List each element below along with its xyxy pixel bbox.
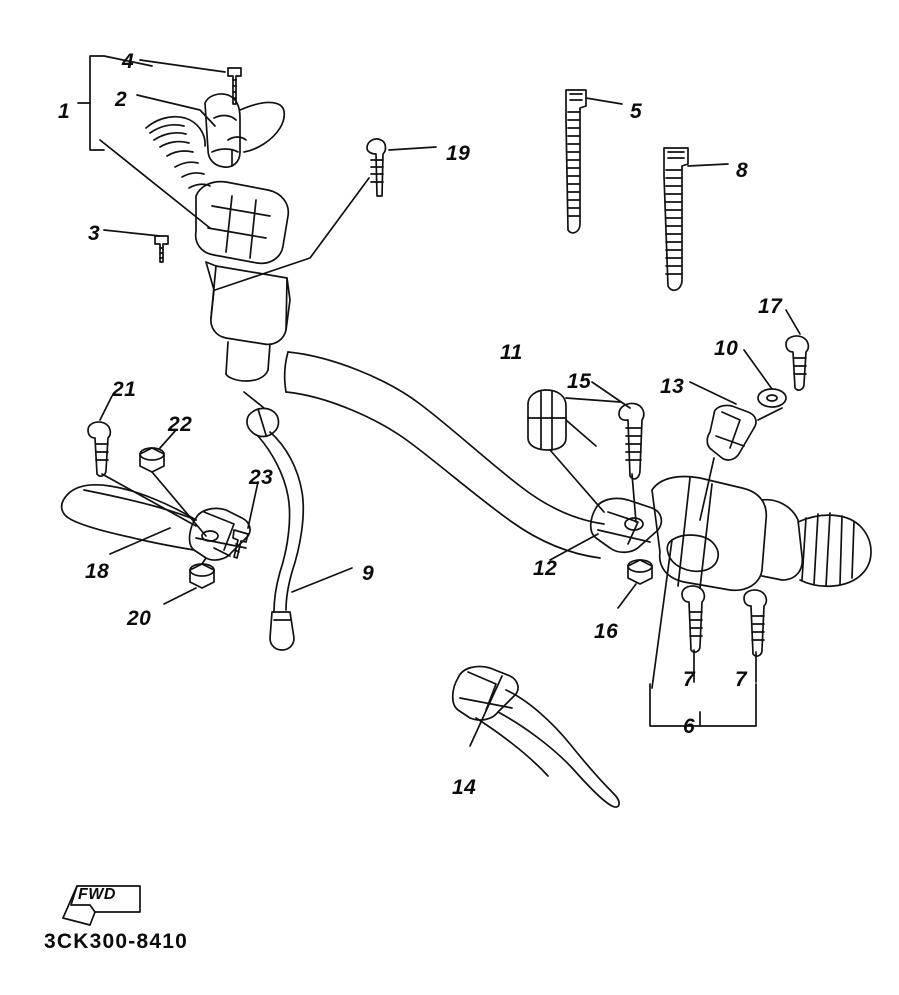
part-3-screw bbox=[155, 236, 168, 262]
callout-8: 8 bbox=[736, 159, 749, 182]
part-20-nut bbox=[164, 558, 214, 604]
callout-12: 12 bbox=[533, 557, 558, 580]
part-number-code: 3CK300-8410 bbox=[44, 930, 188, 953]
callout-20: 20 bbox=[127, 607, 152, 630]
part-15-bolt bbox=[592, 382, 644, 522]
part-11-clamp bbox=[528, 390, 620, 512]
handlebar-tube bbox=[285, 352, 604, 558]
callout-16: 16 bbox=[594, 620, 619, 643]
part-18-clutch-lever bbox=[62, 485, 250, 560]
part-12-lever-perch bbox=[550, 498, 661, 560]
callout-3: 3 bbox=[88, 222, 101, 245]
part-5-screw bbox=[566, 90, 622, 233]
callout-14: 14 bbox=[452, 776, 477, 799]
callout-19: 19 bbox=[446, 142, 471, 165]
bracket-group-1 bbox=[78, 56, 104, 150]
part-8-screw bbox=[664, 148, 728, 290]
part-19-screw bbox=[215, 139, 436, 290]
right-switch-housing bbox=[652, 477, 802, 591]
callout-15: 15 bbox=[567, 370, 592, 393]
callout-7-right: 7 bbox=[735, 668, 748, 691]
callout-11: 11 bbox=[500, 341, 523, 364]
part-10-washer bbox=[744, 350, 786, 407]
callout-9: 9 bbox=[362, 562, 375, 585]
callout-2: 2 bbox=[115, 88, 128, 111]
left-grip bbox=[146, 117, 210, 188]
callout-17: 17 bbox=[758, 295, 783, 318]
callout-5: 5 bbox=[630, 100, 643, 123]
callout-13: 13 bbox=[660, 375, 685, 398]
right-grip bbox=[798, 513, 871, 586]
callout-21: 21 bbox=[112, 378, 137, 401]
part-23-screw bbox=[214, 482, 258, 558]
fwd-label-text: FWD bbox=[78, 886, 116, 903]
callout-18: 18 bbox=[85, 560, 110, 583]
part-2-lever-assembly bbox=[205, 94, 284, 167]
callout-23: 23 bbox=[249, 466, 274, 489]
part-14-brake-lever bbox=[453, 666, 619, 807]
callout-6: 6 bbox=[683, 715, 696, 738]
callout-4: 4 bbox=[122, 50, 135, 73]
part-16-nut bbox=[618, 560, 652, 608]
callout-10: 10 bbox=[714, 337, 739, 360]
part-17-bolt bbox=[786, 310, 808, 390]
callout-1: 1 bbox=[58, 100, 71, 123]
callout-7-left: 7 bbox=[683, 668, 696, 691]
callout-22: 22 bbox=[168, 413, 193, 436]
part-9-cable-connector bbox=[244, 392, 352, 650]
